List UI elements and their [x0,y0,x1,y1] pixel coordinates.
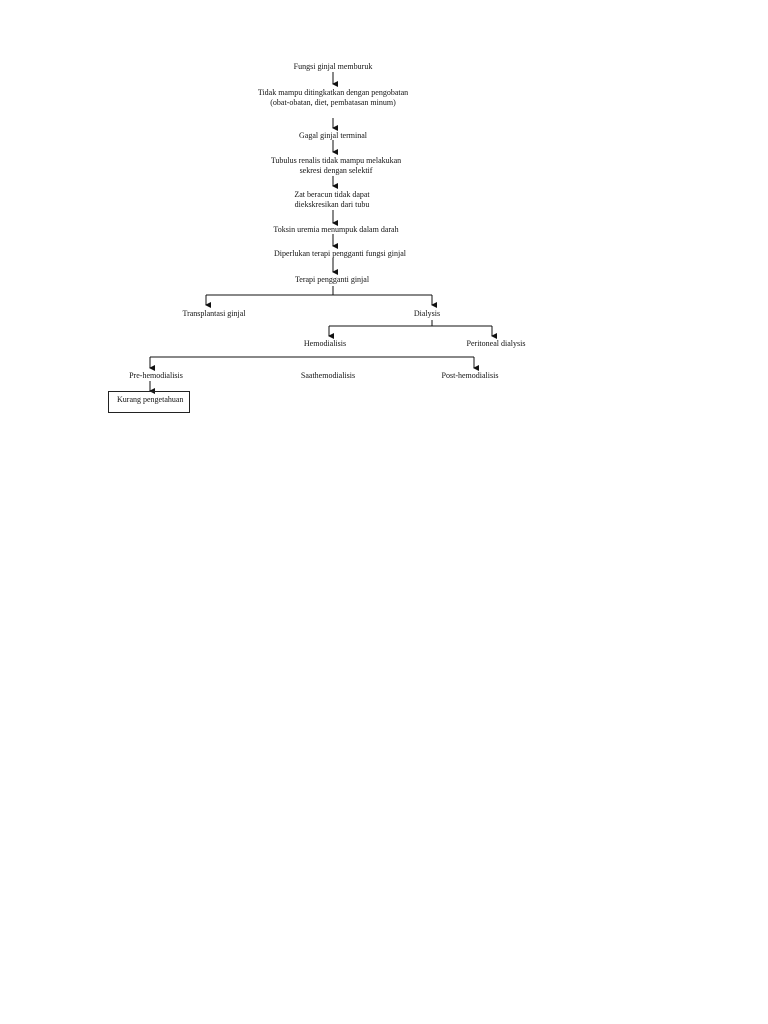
node-pre-hemodialisis: Pre-hemodialisis [129,371,183,380]
node-dialysis: Dialysis [413,309,441,318]
node-terapi-pengganti-ginjal: Terapi pengganti ginjal [294,275,370,284]
node-diperlukan-terapi: Diperlukan terapi pengganti fungsi ginjal [274,249,406,258]
node-tubulus-renalis: Tubulus renalis tidak mampu melakukan sekresi dengan selektif [270,156,402,175]
node-post-hemodialisis: Post-hemodialisis [441,371,499,380]
node-saat-hemodialisis: Saathemodialisis [300,371,356,380]
node-transplantasi-ginjal: Transplantasi ginjal [182,309,246,318]
node-tidak-mampu-ditingkatkan: Tidak mampu ditingkatkan dengan pengobatan (obat-obatan, diet, pembatasan minum) [257,88,409,107]
node-zat-beracun: Zat beracun tidak dapat diekskresikan dari tubu [294,190,370,209]
node-hemodialisis: Hemodialisis [303,339,347,348]
node-gagal-ginjal-terminal: Gagal ginjal terminal [299,131,367,140]
node-toksin-uremia: Toksin uremia menumpuk dalam darah [273,225,399,234]
node-kurang-pengetahuan: Kurang pengetahuan [108,391,190,413]
node-fungsi-ginjal-memburuk: Fungsi ginjal memburuk [293,62,373,71]
node-peritoneal-dialysis: Peritoneal dialysis [466,339,526,348]
